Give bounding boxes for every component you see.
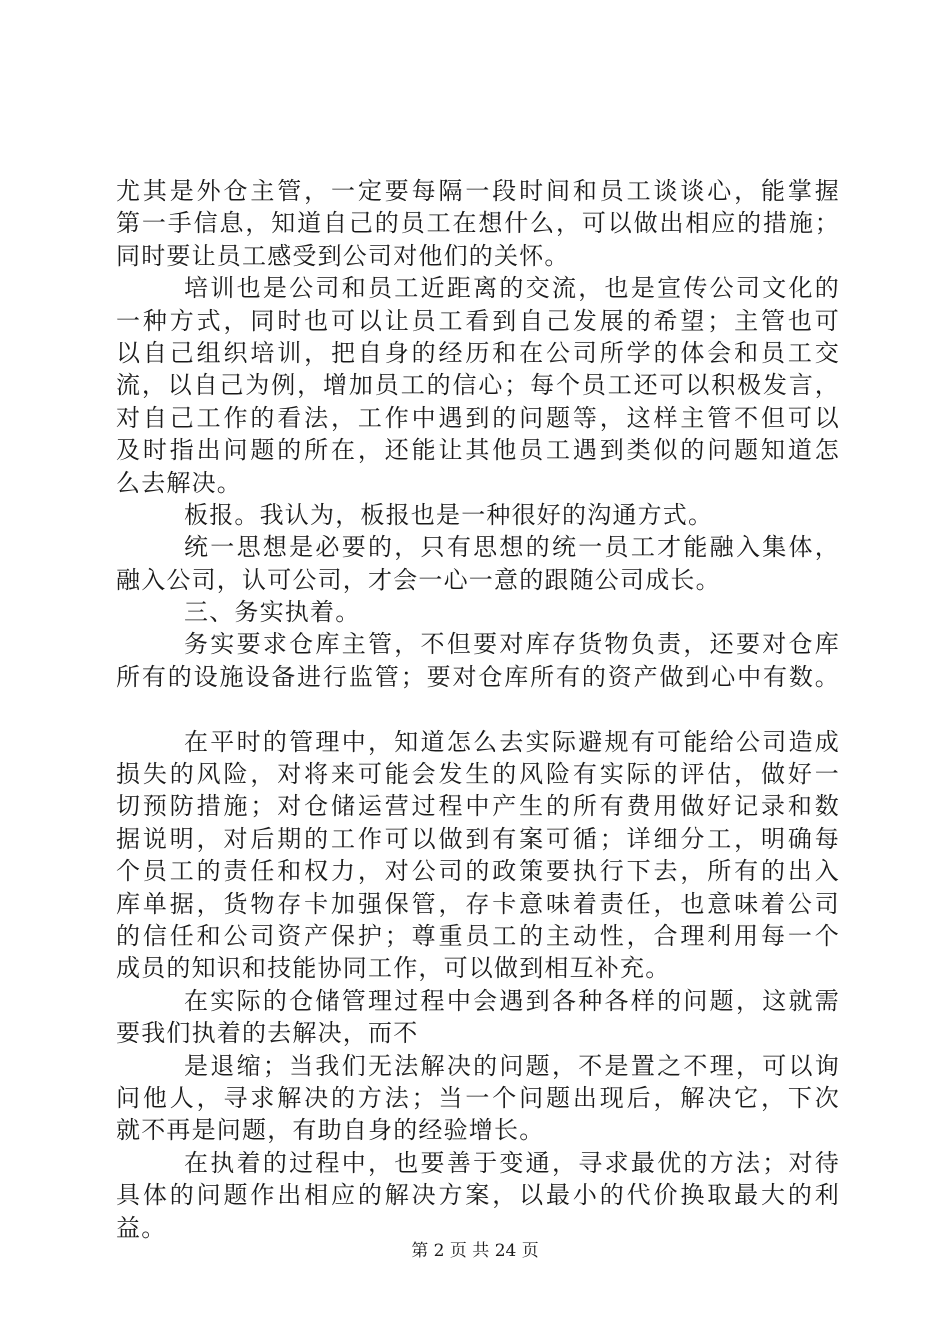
text-line: 统一思想是必要的，只有思想的统一员工才能融入集体，	[184, 533, 840, 562]
text-line: 以自己组织培训，把自身的经历和在公司所学的体会和员工交	[116, 338, 840, 367]
page-footer: 第 2 页 共 24 页	[411, 1241, 539, 1261]
text-line: 损失的风险，对将来可能会发生的风险有实际的评估，做好一	[116, 760, 840, 789]
text-line: 培训也是公司和员工近距离的交流，也是宣传公司文化的	[184, 274, 840, 303]
text-line: 一种方式，同时也可以让员工看到自己发展的希望；主管也可	[116, 306, 840, 335]
text-line: 在实际的仓储管理过程中会遇到各种各样的问题，这就需	[184, 986, 840, 1015]
text-line: 融入公司，认可公司，才会一心一意的跟随公司成长。	[116, 565, 721, 594]
text-line: 对自己工作的看法，工作中遇到的问题等，这样主管不但可以	[116, 403, 840, 432]
text-line: 在执着的过程中，也要善于变通，寻求最优的方法；对待	[184, 1148, 840, 1177]
text-line: 板报。我认为，板报也是一种很好的沟通方式。	[184, 500, 714, 529]
text-line: 所有的设施设备进行监管；要对仓库所有的资产做到心中有数。	[116, 662, 840, 691]
text-line: 就不再是问题，有助自身的经验增长。	[116, 1116, 545, 1145]
text-line: 是退缩；当我们无法解决的问题，不是置之不理，可以询	[184, 1051, 840, 1080]
text-line: 在平时的管理中，知道怎么去实际避规有可能给公司造成	[184, 727, 840, 756]
text-line: 要我们执着的去解决，而不	[116, 1019, 419, 1048]
text-line: 切预防措施；对仓储运营过程中产生的所有费用做好记录和数	[116, 792, 840, 821]
text-line: 的信任和公司资产保护；尊重员工的主动性，合理利用每一个	[116, 921, 840, 950]
text-line: 第一手信息，知道自己的员工在想什么，可以做出相应的措施；	[116, 209, 840, 238]
text-line: 流，以自己为例，增加员工的信心；每个员工还可以积极发言，	[116, 371, 840, 400]
document-body	[116, 175, 840, 1244]
text-line: 具体的问题作出相应的解决方案，以最小的代价换取最大的利	[116, 1181, 840, 1210]
text-line: 同时要让员工感受到公司对他们的关怀。	[116, 241, 570, 270]
text-line: 么去解决。	[116, 468, 242, 497]
text-line: 三、务实执着。	[184, 598, 361, 627]
text-line: 库单据，货物存卡加强保管，存卡意味着责任，也意味着公司	[116, 889, 840, 918]
text-line: 尤其是外仓主管，一定要每隔一段时间和员工谈谈心，能掌握	[116, 177, 840, 205]
text-line: 益。	[116, 1213, 167, 1242]
text-line: 个员工的责任和权力，对公司的政策要执行下去，所有的出入	[116, 857, 840, 886]
text-line: 问他人，寻求解决的方法；当一个问题出现后，解决它，下次	[116, 1083, 840, 1112]
text-line: 务实要求仓库主管，不但要对库存货物负责，还要对仓库	[184, 630, 840, 659]
text-line: 据说明，对后期的工作可以做到有案可循；详细分工，明确每	[116, 824, 840, 853]
blank-line	[116, 693, 840, 725]
text-line: 及时指出问题的所在，还能让其他员工遇到类似的问题知道怎	[116, 436, 840, 465]
text-line: 成员的知识和技能协同工作，可以做到相互补充。	[116, 954, 671, 983]
